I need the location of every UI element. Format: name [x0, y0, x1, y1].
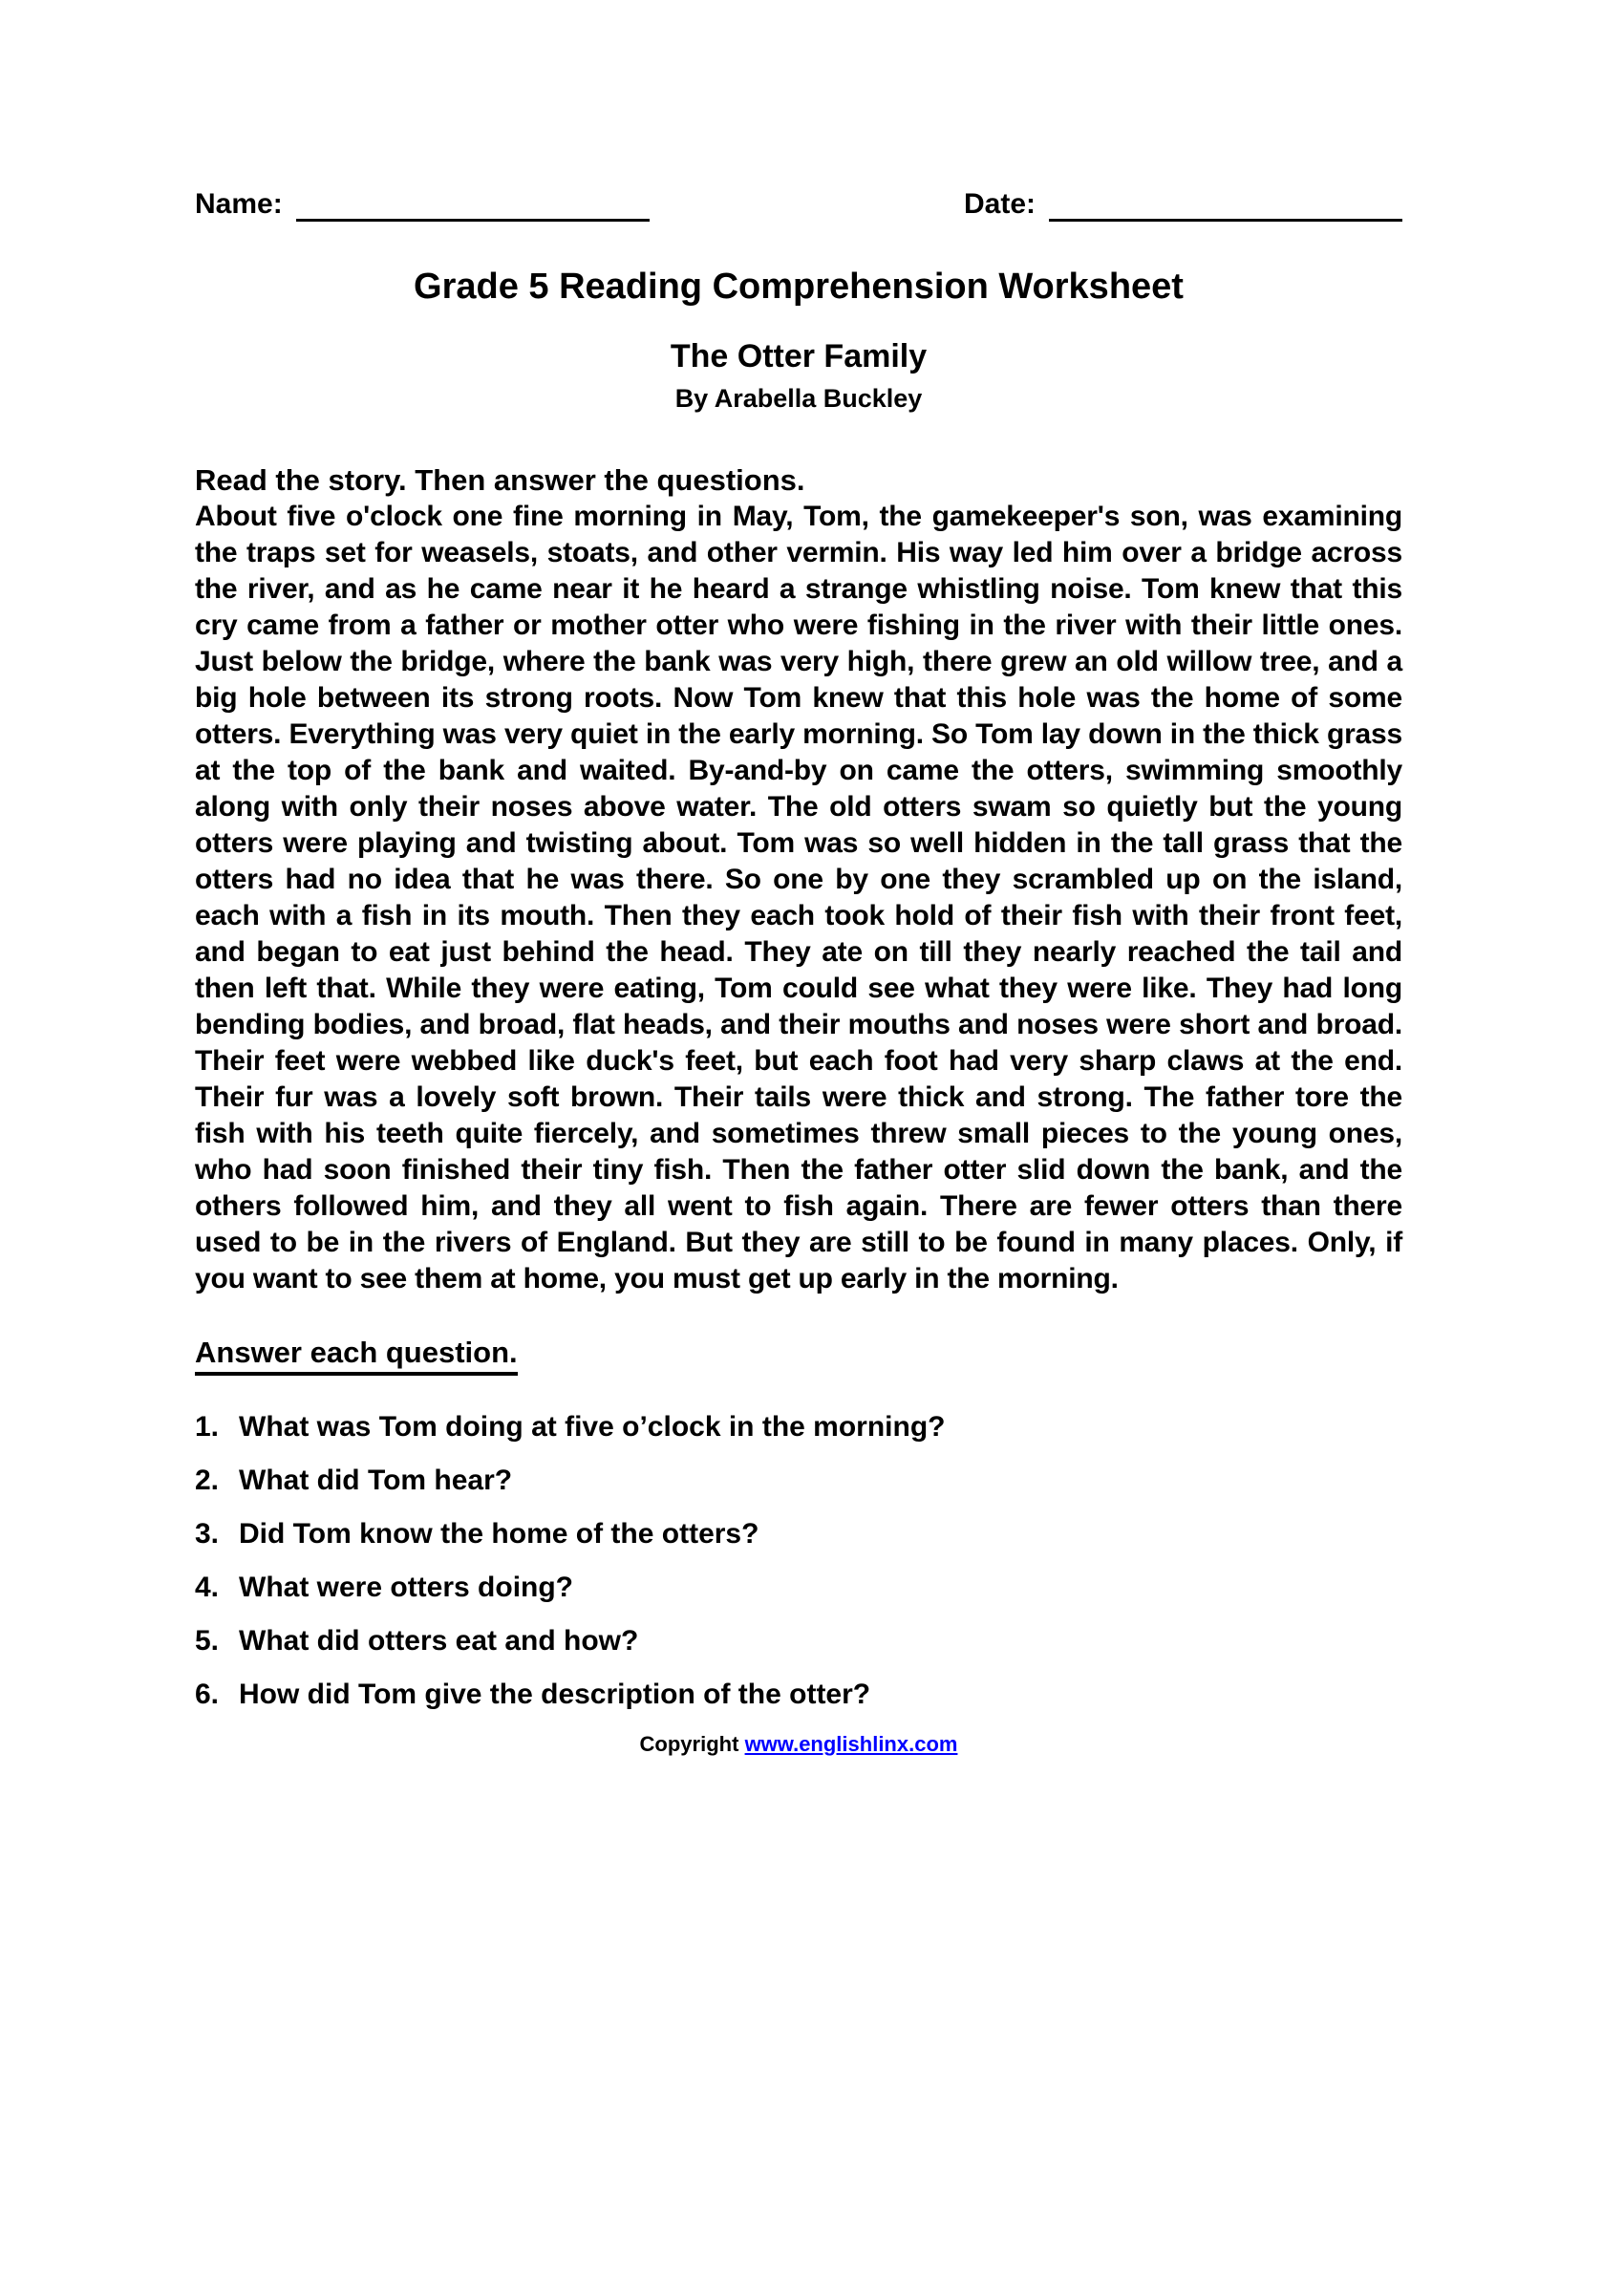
- question-text: Did Tom know the home of the otters?: [239, 1518, 759, 1550]
- page-title: Grade 5 Reading Comprehension Worksheet: [414, 267, 1184, 307]
- name-date-row: [195, 187, 1402, 222]
- questions-heading: Answer each question.: [195, 1336, 518, 1376]
- copyright-link[interactable]: www.englishlinx.com: [744, 1732, 958, 1756]
- date-blank-line: [1049, 190, 1402, 222]
- story-title: The Otter Family: [670, 338, 928, 374]
- byline: By Arabella Buckley: [674, 384, 923, 413]
- questions-list: [195, 1410, 1402, 1712]
- question-item-3: [195, 1517, 1402, 1551]
- name-blank-line: [296, 190, 650, 222]
- question-text: What was Tom doing at five o’clock in the morning?: [239, 1411, 946, 1443]
- story-text: About five o'clock one fine morning in May, Tom, the gamekeeper's son, was examining the traps set for weasels, stoats, and other vermin. His way led him over a bridge across the river, and as he came near it he heard a strange whistling noise. Tom knew that this cry came from a father or mother otter who were fishing in the river with their little ones. Just below the bridge, where the bank was very high, there grew an old willow tree, and a big hole between its strong roots. Now Tom knew that this hole was the home of some otters. Everything was very quiet in the early morning. So Tom lay down in the thick grass at the top of the bank and waited. By-and-by on came the otters, swimming smoothly along with only their noses above water. The old otters swam so quietly but the young otters were playing and twisting about. Tom was so well hidden in the tall grass that the otters had no idea that he was there. So one by one they scrambled up on the island, each with a fish in its mouth. Then they each took hold of their fish with their front feet, and began to eat just behind the head. They ate on till they nearly reached the tail and then left that. While they were eating, Tom could see what they were like. They had long bending bodies, and broad, flat heads, and their mouths and noses were short and broad. Their feet were webbed like duck's feet, but each foot had very sharp claws at the end. Their fur was a lovely soft brown. Their tails were thick and strong. The father tore the fish with his teeth quite fiercely, and sometimes threw small pieces to the young ones, who had soon finished their tiny fish. Then the father otter slid down the bank, and the others followed him, and they all went to fish again. There are fewer otters than there used to be in the rivers of England. But they are still to be found in many places. Only, if you want to see them at home, you must get up early in the morning.: [195, 501, 1402, 1294]
- question-text: How did Tom give the description of the otter?: [239, 1679, 871, 1710]
- question-text: What did otters eat and how?: [239, 1625, 639, 1657]
- question-number: 1.: [195, 1411, 220, 1443]
- name-label: Name:: [195, 188, 283, 220]
- copyright-line: [195, 1731, 1402, 1758]
- question-number: 2.: [195, 1465, 220, 1496]
- date-label: Date:: [963, 188, 1036, 220]
- date-field: [964, 187, 1402, 222]
- copyright-label: Copyright: [639, 1732, 739, 1756]
- question-text: What were otters doing?: [239, 1572, 574, 1603]
- question-item-6: [195, 1678, 1402, 1712]
- question-item-4: [195, 1571, 1402, 1605]
- question-number: 5.: [195, 1625, 220, 1657]
- worksheet-page: [195, 187, 1402, 1758]
- question-item-5: [195, 1624, 1402, 1658]
- story-instructions: Read the story. Then answer the questions.: [195, 463, 805, 497]
- name-field: [195, 187, 650, 222]
- question-text: What did Tom hear?: [239, 1465, 513, 1496]
- question-number: 4.: [195, 1572, 220, 1603]
- question-item-2: [195, 1464, 1402, 1498]
- question-item-1: [195, 1410, 1402, 1444]
- question-number: 6.: [195, 1679, 220, 1710]
- question-number: 3.: [195, 1518, 220, 1550]
